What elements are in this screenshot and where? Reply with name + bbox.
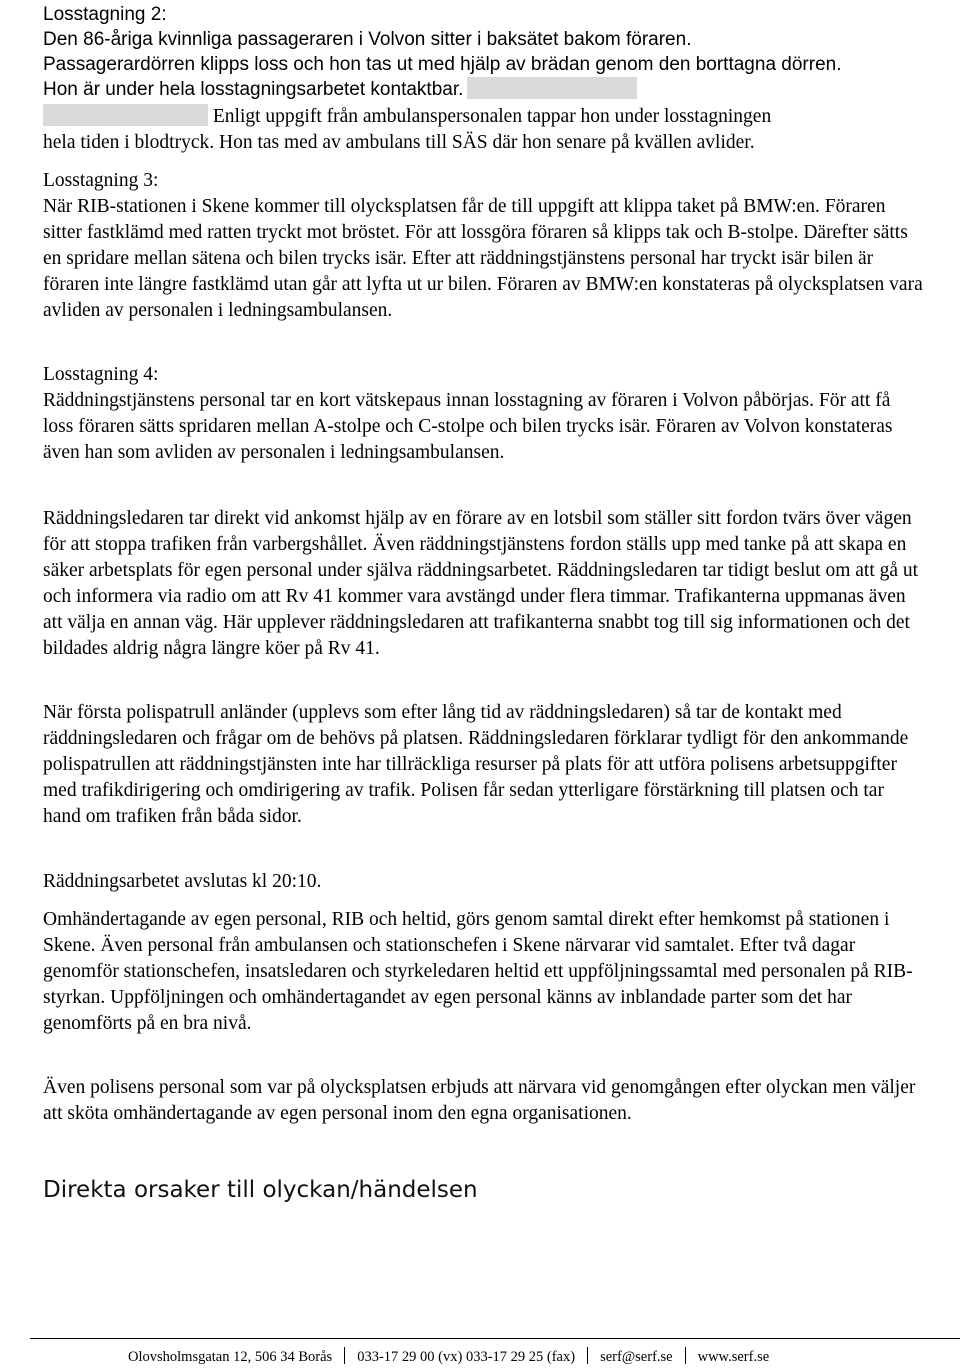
section-text: När RIB-stationen i Skene kommer till olycksplatsen får de till uppgift att klippa taket på BMW:en. Föraren sitter fastklämd med ratten tryckt mot bröstet. För att lossgöra föraren så klipps tak och B-stolpe. Därefter sätts en spridare mellan sätena och bilen trycks isär. Efter att räddningstjänstens personal har tryckt isär bilen är föraren inte längre fastklämd utan går att lyfta ut ur bilen. Föraren av BMW:en konstateras på olycksplatsen vara avliden av personalen i ledningsambulansen. xyxy=(43,196,923,322)
section-title: Losstagning 3: xyxy=(43,170,159,191)
redaction-block xyxy=(467,77,637,99)
section-losstagning-4 xyxy=(43,362,923,466)
paragraph-polis: När första polispatrull anländer (upplevs som efter lång tid av räddningsledaren) så tar de kontakt med räddningsledaren och frågar om de behövs på platsen. Räddningsledaren förklarar tydligt för den ankommande polispatrullen att räddningstjänsten inte har tillräckliga resurser på plats för att utföra polisens arbetsuppgifter med trafikdirigering och omdirigering av trafik. Polisen får sedan ytterligare förstärkning till platsen och tar hand om trafiken från båda sidor. xyxy=(43,702,909,828)
footer-phone: 033-17 29 00 (vx) 033-17 29 25 (fax) xyxy=(357,1349,576,1365)
footer xyxy=(128,1347,769,1366)
paragraph-ledning: Räddningsledaren tar direkt vid ankomst hjälp av en förare av en lotsbil som ställer sitt fordon tvärs över vägen för att stoppa trafiken från varbergshållet. Även räddningstjänstens fordon ställs upp med tanke på att skapa en säker arbetsplats för egen personal under själva räddningsarbetet. Räddningsledaren tar tidigt beslut om att gå ut och informera via radio om att Rv 41 kommer vara avstängd under flera timmar. Trafikanterna uppmanas även att välja en annan väg. Här upplever räddningsledaren att trafikanterna snabbt tog till sig informationen och det bildades aldrig några längre köer på Rv 41. xyxy=(43,508,919,660)
footer-separator xyxy=(685,1347,686,1364)
redaction-block xyxy=(43,104,208,126)
text-line: Den 86-åriga kvinnliga passageraren i Volvon sitter i baksätet bakom föraren. xyxy=(43,29,692,50)
section-title: Losstagning 2: xyxy=(43,4,167,25)
section-heading: Direkta orsaker till olyckan/händelsen xyxy=(43,1177,478,1203)
text-line: Hon är under hela losstagningsarbetet kontaktbar. xyxy=(43,79,464,100)
paragraph-polisens-personal: Även polisens personal som var på olycksplatsen erbjuds att närvara vid genomgången efter olyckan men väljer att sköta omhändertagande av egen personal inom den egna organisationen. xyxy=(43,1077,916,1125)
footer-email-link[interactable]: serf@serf.se xyxy=(600,1349,673,1365)
text-line: Passagerardörren klipps loss och hon tas ut med hjälp av brädan genom den borttagna dörren. xyxy=(43,54,842,75)
section-losstagning-3 xyxy=(43,168,923,325)
section-text: Räddningstjänstens personal tar en kort vätskepaus innan losstagning av föraren i Volvon påbörjas. För att få loss föraren sätts spridaren mellan A-stolpe och C-stolpe och bilen trycks isär. Föraren av Volvon konstateras även han som avliden av personalen i ledningsambulansen. xyxy=(43,390,893,464)
paragraph-avslut: Räddningsarbetet avslutas kl 20:10. xyxy=(43,871,322,892)
text-line: hela tiden i blodtryck. Hon tas med av ambulans till SÄS där hon senare på kvällen avlider. xyxy=(43,132,755,153)
paragraph-omhandertagande: Omhändertagande av egen personal, RIB och heltid, görs genom samtal direkt efter hemkomst på stationen i Skene. Även personal från ambulansen och stationschefen i Skene närvarar vid samtalet. Efter två dagar genomför stationschefen, insatsledaren och styrkeledaren heltid ett uppföljningssamtal med personalen på RIB-styrkan. Uppföljningen och omhändertagandet av egen personal känns av inblandade parter som det har genomförts på en bra nivå. xyxy=(43,909,913,1035)
section-losstagning-2 xyxy=(43,2,923,102)
section-losstagning-2-cont xyxy=(43,104,923,156)
footer-address: Olovsholmsgatan 12, 506 34 Borås xyxy=(128,1349,333,1365)
section-title: Losstagning 4: xyxy=(43,364,159,385)
footer-divider xyxy=(30,1338,960,1339)
footer-separator xyxy=(587,1347,588,1364)
text-line: Enligt uppgift från ambulanspersonalen tappar hon under losstagningen xyxy=(212,106,772,127)
footer-web-link[interactable]: www.serf.se xyxy=(697,1349,770,1365)
footer-separator xyxy=(344,1347,345,1364)
